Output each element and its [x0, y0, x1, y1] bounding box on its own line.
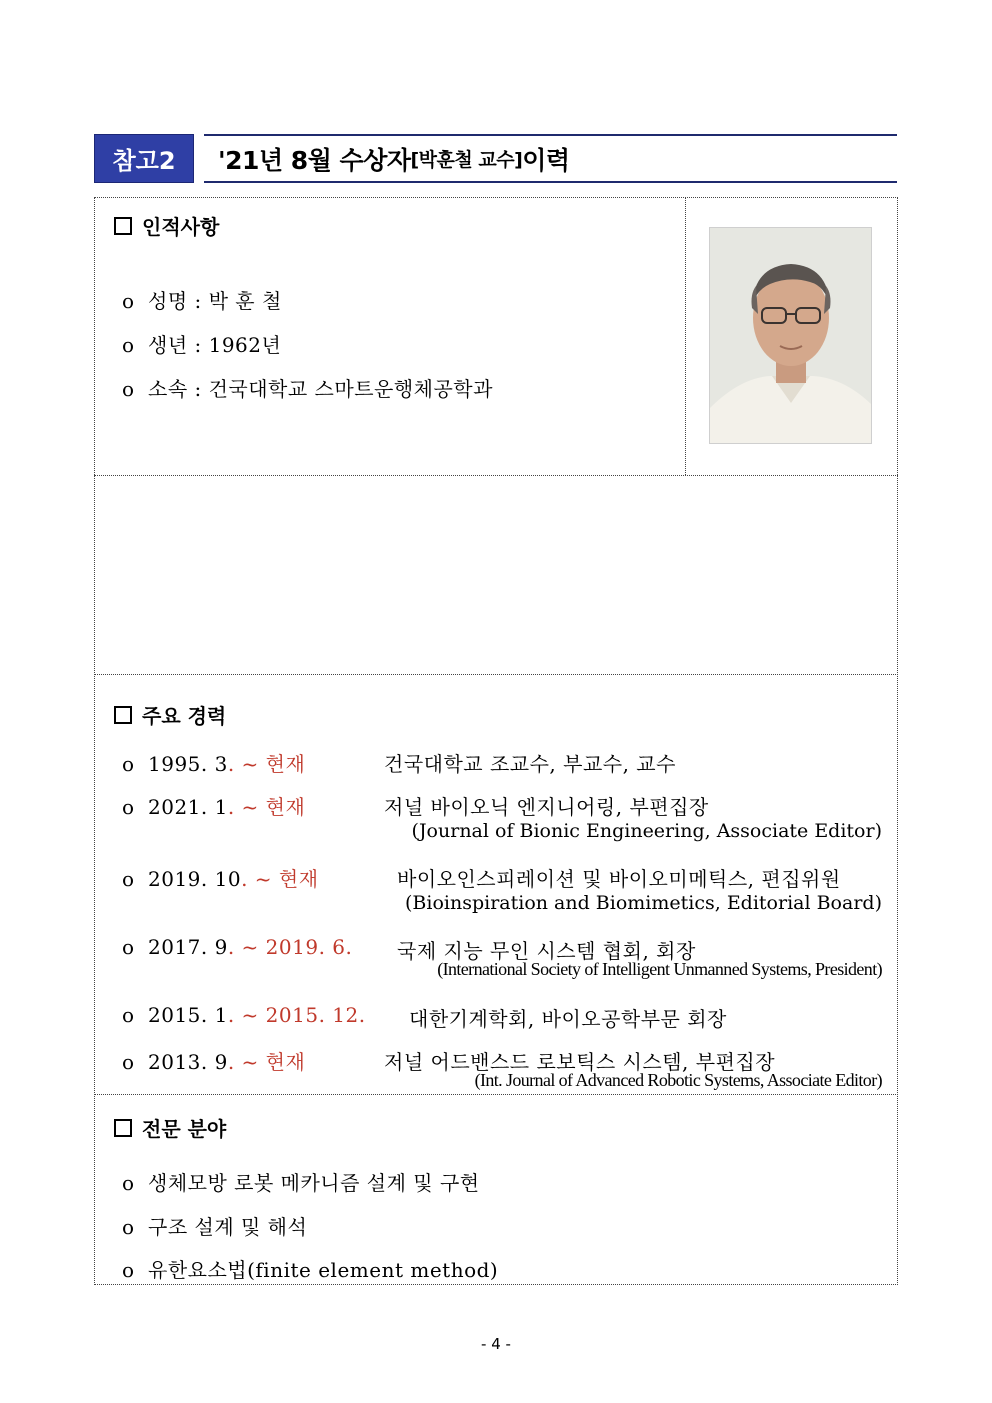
career-period-end: . ~ 현재: [241, 867, 319, 891]
bullet-icon: o: [122, 1050, 135, 1074]
bullet-icon: o: [122, 1171, 135, 1195]
career-item: [122, 935, 696, 963]
career-desc: 대한기계학회, 바이오공학부문 회장: [409, 1007, 727, 1031]
bullet-icon: o: [122, 1215, 135, 1239]
career-item: [122, 1003, 727, 1031]
box-top-border: [94, 197, 898, 198]
personal-item: [122, 285, 282, 314]
portrait-icon: [710, 228, 872, 444]
personal-birth: 생년 : 1962년: [148, 333, 282, 357]
expertise-text: 구조 설계 및 해석: [148, 1215, 308, 1239]
bullet-icon: o: [122, 377, 135, 401]
career-period: 2013. 9: [148, 1050, 228, 1074]
checkbox-icon: [114, 1119, 132, 1137]
expertise-heading-label: 전문 분야: [142, 1117, 227, 1141]
bullet-icon: o: [122, 795, 135, 819]
career-sub: (International Society of Intelligent Unmanned Systems, President): [437, 959, 882, 979]
career-period: 2017. 9: [148, 935, 228, 959]
expertise-text: 유한요소법(finite element method): [148, 1258, 499, 1282]
career-period-end: . ~ 현재: [227, 752, 306, 776]
bullet-icon: o: [122, 752, 135, 776]
bullet-icon: o: [122, 289, 135, 313]
title-main: '21년 8월 수상자: [218, 145, 411, 175]
divider-1: [94, 475, 898, 476]
career-period-end: . ~ 현재: [227, 1050, 306, 1074]
expertise-heading: [114, 1113, 226, 1142]
career-item: [122, 863, 841, 892]
career-period-end: . ~ 현재: [227, 795, 306, 819]
title-name: [박훈철 교수]: [410, 149, 523, 171]
photo-divider: [685, 197, 686, 475]
career-desc: 국제 지능 무인 시스템 협회, 회장: [397, 939, 696, 963]
career-period: 2019. 10: [148, 867, 242, 891]
career-sub: (Journal of Bionic Engineering, Associate Editor): [411, 820, 882, 842]
career-item: [122, 791, 709, 820]
personal-affiliation: 소속 : 건국대학교 스마트운행체공학과: [148, 377, 493, 401]
personal-item: [122, 329, 281, 358]
career-desc: 저널 바이오닉 엔지니어링, 부편집장: [384, 795, 709, 819]
expertise-item: [122, 1254, 498, 1283]
expertise-item: [122, 1167, 480, 1196]
career-desc: 건국대학교 조교수, 부교수, 교수: [384, 752, 676, 776]
career-heading: [114, 700, 226, 729]
career-period: 2021. 1: [148, 795, 228, 819]
bullet-icon: o: [122, 1258, 135, 1282]
personal-heading-label: 인적사항: [142, 215, 220, 239]
bullet-icon: o: [122, 867, 135, 891]
career-sub: (Bioinspiration and Biomimetics, Editorial Board): [405, 892, 882, 914]
career-period: 1995. 3: [148, 752, 228, 776]
career-period-end: . ~ 2019. 6.: [227, 935, 353, 959]
bullet-icon: o: [122, 935, 135, 959]
career-heading-label: 주요 경력: [142, 704, 227, 728]
career-period-end: . ~ 2015. 12.: [227, 1003, 366, 1027]
career-desc: 저널 어드밴스드 로보틱스 시스템, 부편집장: [384, 1050, 776, 1074]
box-bottom-border: [94, 1284, 898, 1285]
title-suffix: 이력: [522, 145, 570, 175]
expertise-item: [122, 1211, 307, 1240]
bullet-icon: o: [122, 1003, 135, 1027]
career-sub: (Int. Journal of Advanced Robotic Systems, Associate Editor): [474, 1070, 882, 1090]
personal-name: 성명 : 박 훈 철: [148, 289, 282, 313]
career-item: [122, 748, 676, 777]
career-item: [122, 1046, 776, 1075]
page-number: - 4 -: [481, 1335, 511, 1353]
portrait-photo: [709, 227, 872, 444]
divider-2: [94, 674, 898, 675]
personal-heading: [114, 211, 219, 240]
section-tag: 참고2: [94, 134, 194, 183]
checkbox-icon: [114, 217, 132, 235]
personal-item: [122, 373, 493, 402]
career-period: 2015. 1: [148, 1003, 228, 1027]
divider-3: [94, 1094, 898, 1095]
expertise-text: 생체모방 로봇 메카니즘 설계 및 구현: [148, 1171, 480, 1195]
page-title: [204, 134, 897, 183]
bullet-icon: o: [122, 333, 135, 357]
checkbox-icon: [114, 706, 132, 724]
career-desc: 바이오인스피레이션 및 바이오미메틱스, 편집위원: [397, 867, 841, 891]
